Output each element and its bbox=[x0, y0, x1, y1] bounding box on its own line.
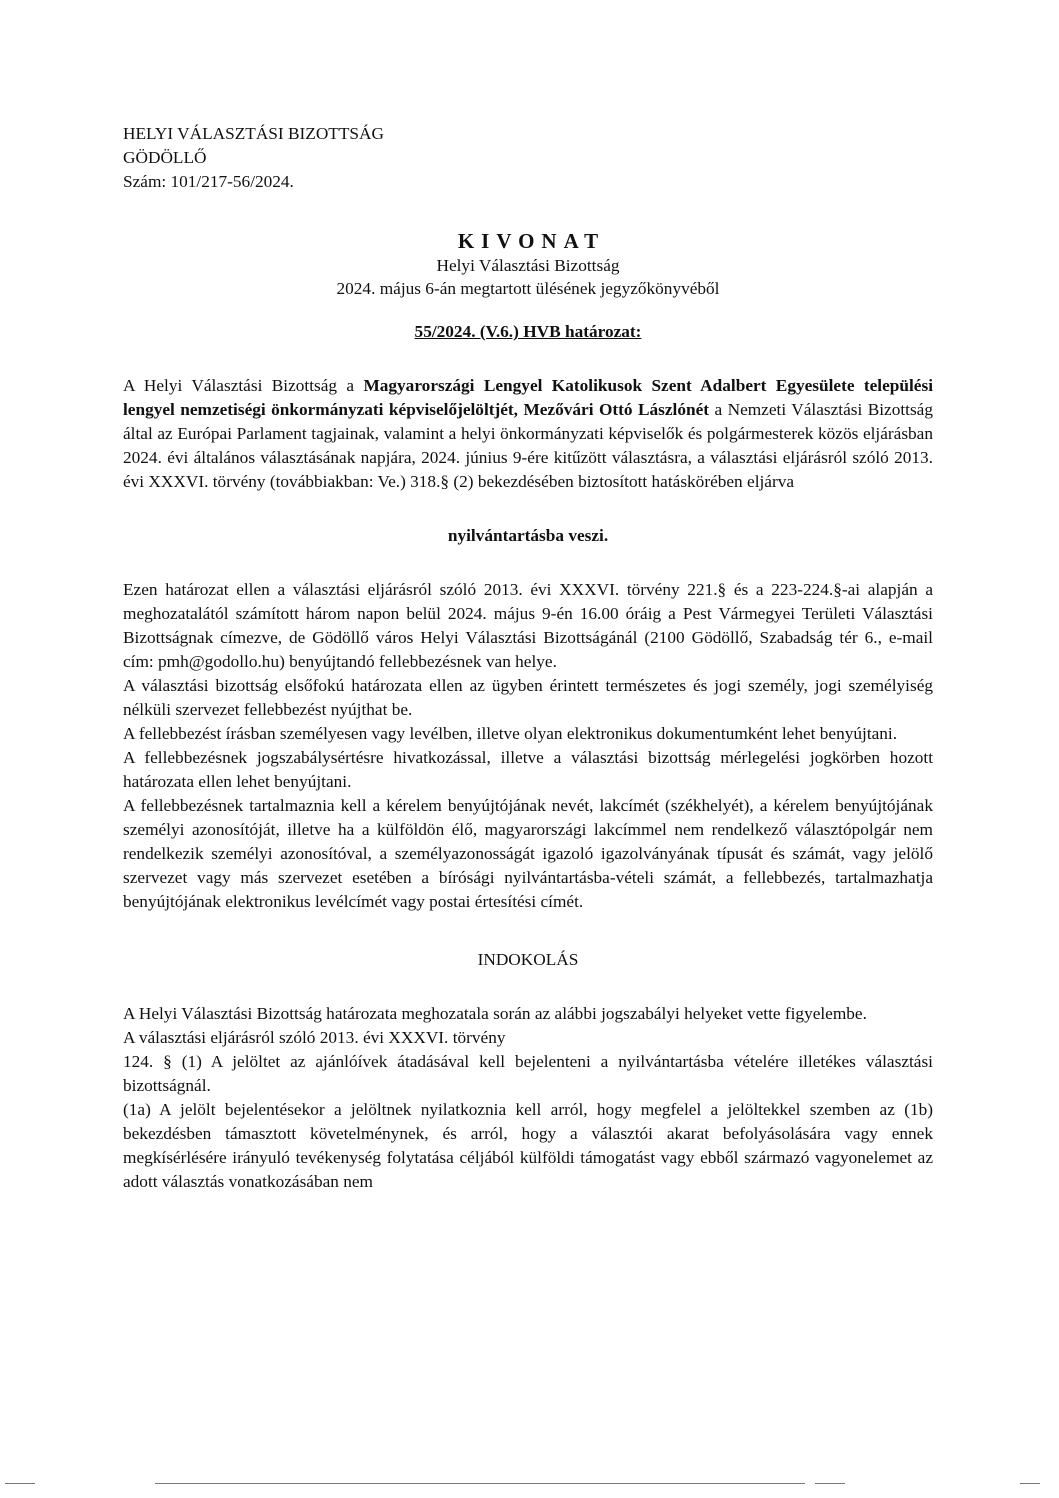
intro-text-2: a Nemzeti Választási Bizottság által az Európai Parlament tagjainak, valamint a helyi önkormányzati képviselők és polgármesterek közös eljárásban 2024. évi általános választásának napjára, 2024. június 9-ére kitűzött választásra, a választási eljárásról szóló 2013. évi XXXVI. törvény (továbbiakban: Ve.) 318.§ (2) bekezdésében biztosított hatáskörében eljárva bbox=[123, 400, 933, 491]
appeal-paragraph: Ezen határozat ellen a választási eljárásról szóló 2013. évi XXXVI. törvény 221.§ és a 223-224.§-ai alapján a meghozatalától számított három napon belül 2024. május 9-én 16.00 óráig a Pest Vármegyei Területi Választási Bizottságnak címezve, de Gödöllő város Helyi Választási Bizottságánál (2100 Gödöllő, Szabadság tér 6., e-mail cím: pmh@godollo.hu) benyújtandó fellebbezésnek van helye. bbox=[123, 580, 933, 671]
org-city: GÖDÖLLŐ bbox=[123, 148, 207, 167]
candidate-name-bold: Magyarországi Lengyel Katolikusok Szent Adalbert Egyesülete települési lengyel nemzetiségi önkormányzati képviselőjelöltjét, Mezővári Ottó Lászlónét bbox=[123, 376, 933, 419]
scan-artifact-segment bbox=[815, 1483, 845, 1484]
appeal-content-paragraph: A fellebbezésnek tartalmaznia kell a kérelem benyújtójának nevét, lakcímét (székhelyét), a kérelem benyújtójának személyi azonosítóját, illetve ha a külföldön élő, magyarországi lakcímmel nem rendelkező választópolgár nem rendelkezik személyi azonosítóval, a személyazonosságát igazoló igazolványának típusát és számát, vagy jelölő szervezet vagy más szervezet esetében a bírósági nyilvántartásba-vételi számát, a fellebbezés, tartalmazhatja benyújtójának elektronikus levélcímét vagy postai értesítési címét. bbox=[123, 796, 933, 911]
title-subtitle-committee: Helyi Választási Bizottság bbox=[436, 256, 620, 275]
title-subtitle-meeting: 2024. május 6-án megtartott ülésének jegyzőkönyvéből bbox=[336, 279, 720, 298]
document-body bbox=[123, 122, 933, 1194]
scan-artifact-line bbox=[5, 1483, 1055, 1484]
letterhead bbox=[123, 122, 933, 194]
document-title: KIVONAT bbox=[457, 229, 606, 253]
decision-statement: nyilvántartásba veszi. bbox=[447, 526, 609, 545]
scan-artifact-segment bbox=[155, 1483, 805, 1484]
scan-artifact-segment bbox=[1020, 1483, 1040, 1484]
reasoning-heading: INDOKOLÁS bbox=[477, 950, 579, 969]
document-number: Szám: 101/217-56/2024. bbox=[123, 172, 294, 191]
org-name: HELYI VÁLASZTÁSI BIZOTTSÁG bbox=[123, 124, 384, 143]
law-reference: A választási eljárásról szóló 2013. évi XXXVI. törvény bbox=[123, 1028, 506, 1047]
appeal-form-paragraph: A fellebbezést írásban személyesen vagy levélben, illetve olyan elektronikus dokumentumként lehet benyújtani. bbox=[123, 724, 898, 743]
appeal-grounds-paragraph: A fellebbezésnek jogszabálysértésre hivatkozással, illetve a választási bizottság mérlegelési jogkörben hozott határozata ellen lehet benyújtani. bbox=[123, 748, 933, 791]
scan-artifact-segment bbox=[5, 1483, 35, 1484]
resolution-number: 55/2024. (V.6.) HVB határozat: bbox=[414, 322, 642, 341]
appeal-eligibility-paragraph: A választási bizottság elsőfokú határozata ellen az ügyben érintett természetes és jogi személy, jogi személyiség nélküli szervezet fellebbezést nyújthat be. bbox=[123, 676, 933, 719]
intro-paragraph bbox=[123, 374, 933, 494]
intro-text-1: A Helyi Választási Bizottság a bbox=[123, 376, 364, 395]
reasoning-intro: A Helyi Választási Bizottság határozata meghozatala során az alábbi jogszabályi helyeket vette figyelembe. bbox=[123, 1004, 867, 1023]
law-section-124-1a: (1a) A jelölt bejelentésekor a jelöltnek nyilatkoznia kell arról, hogy megfelel a jelöltekkel szemben az (1b) bekezdésben támasztott követelménynek, és arról, hogy a választói akarat befolyásolására vagy ennek megkísérlésére irányuló tevékenység folytatása céljából külföldi támogatást vagy ebből származó vagyonelemet az adott választás vonatkozásában nem bbox=[123, 1100, 933, 1191]
law-section-124-1: 124. § (1) A jelöltet az ajánlóívek átadásával kell bejelenteni a nyilvántartásba vételére illetékes választási bizottságnál. bbox=[123, 1052, 933, 1095]
